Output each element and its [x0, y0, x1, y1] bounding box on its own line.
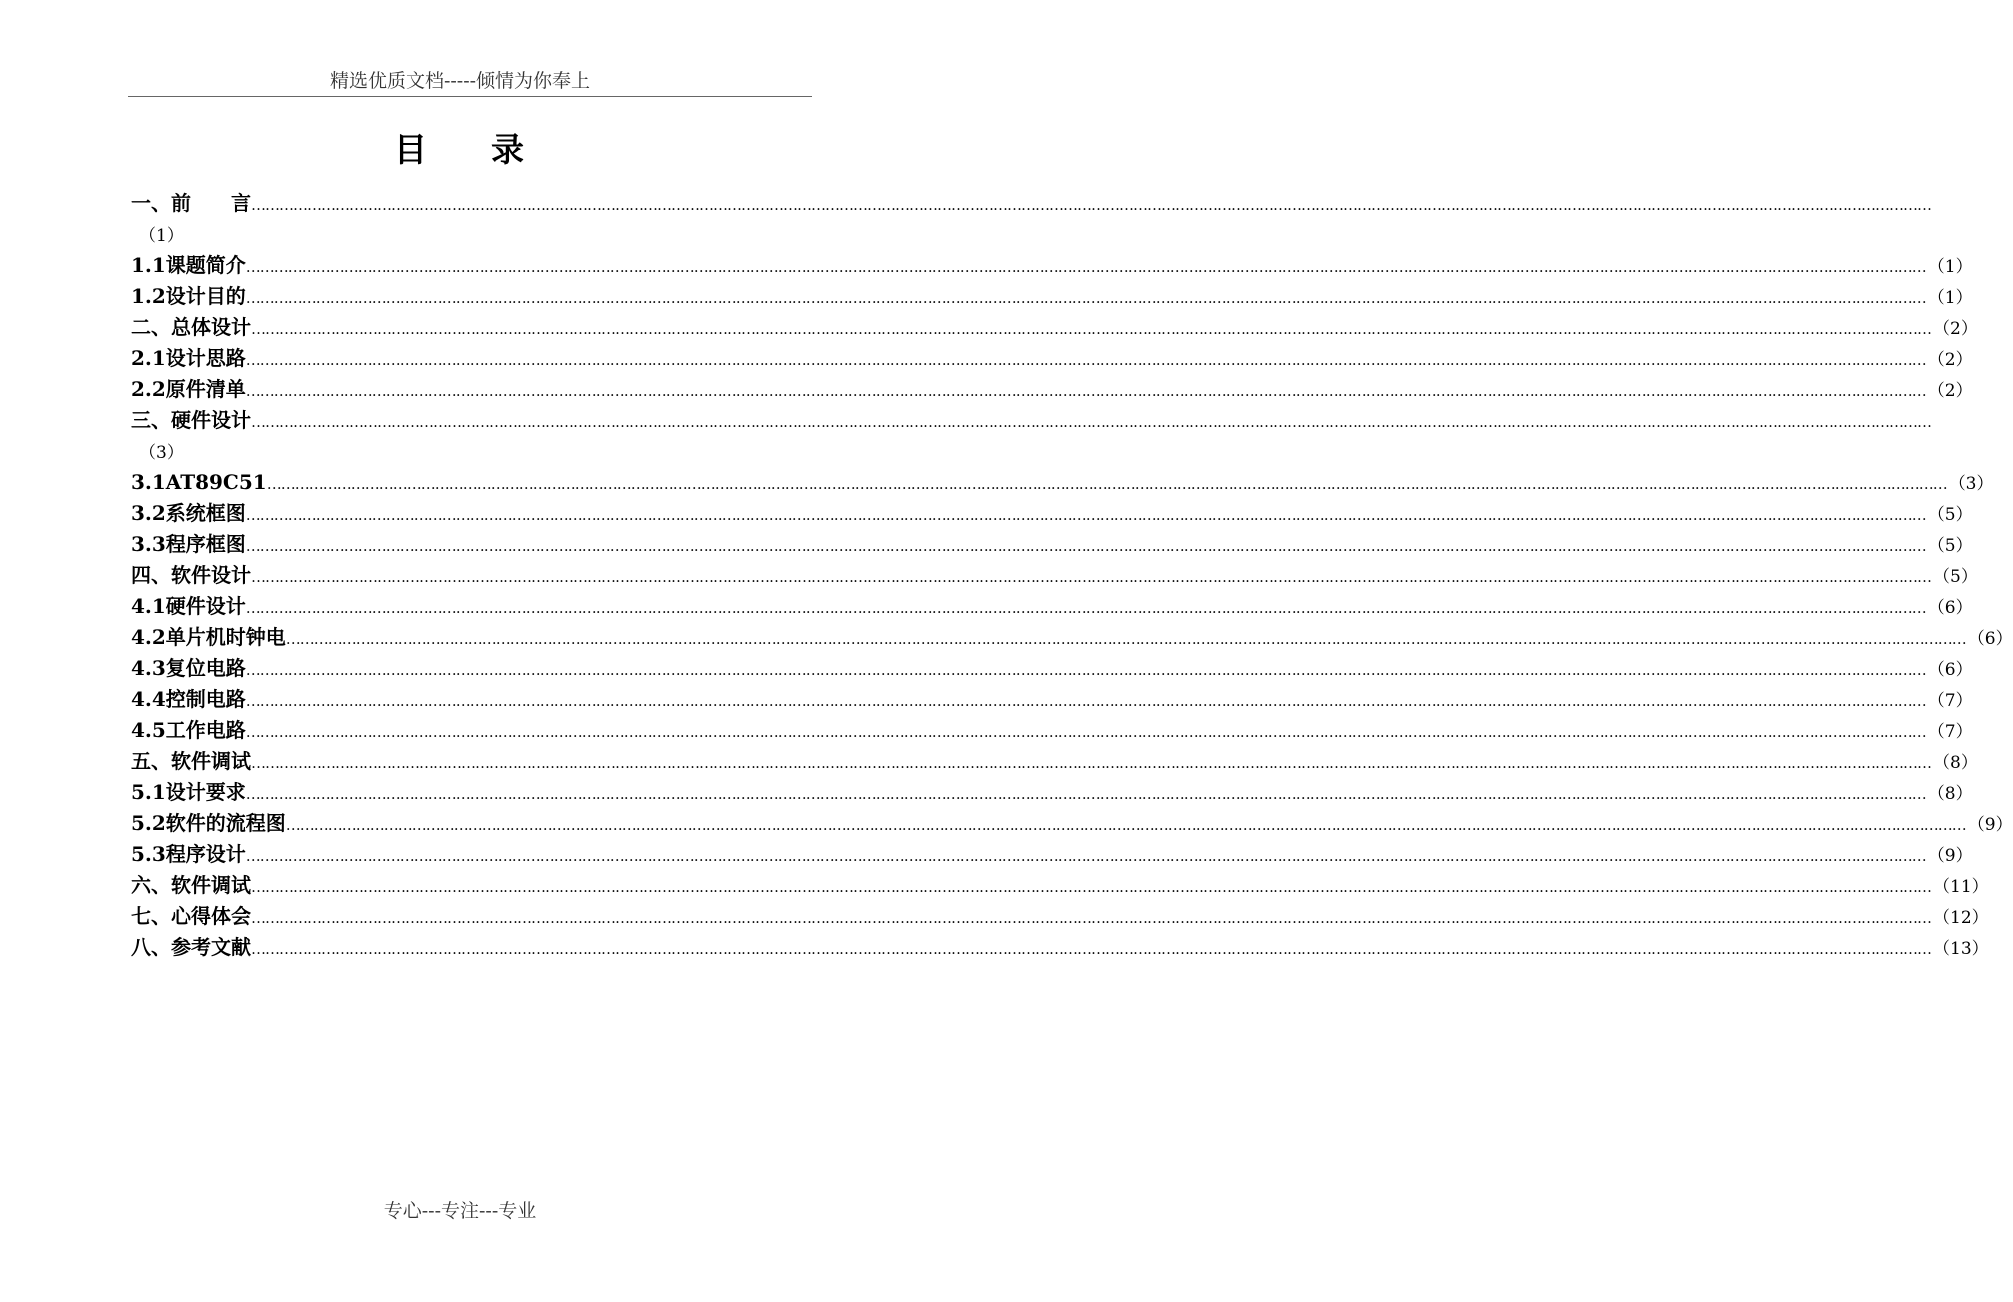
toc-row — [131, 467, 1994, 500]
toc-leader-dots: ……………………………………………………………………………………………………………………………………………………………………………………………………………………………………………………………………………………………………………………………… — [245, 382, 1926, 400]
toc-entry-label: 4.5工作电路 — [131, 718, 246, 742]
toc-leader-dots: ……………………………………………………………………………………………………………………………………………………………………………………………………………………………………………………………………………………………………………………………… — [245, 537, 1926, 555]
toc-leader-dots: ……………………………………………………………………………………………………………………………………………………………………………………………………………………………………………………………………………………………………………………………… — [245, 847, 1926, 865]
toc-leader-dots: ……………………………………………………………………………………………………………………………………………………………………………………………………………………………………………………………………………………………………………………………… — [245, 506, 1926, 524]
toc-row — [131, 529, 1973, 562]
toc-entry — [131, 653, 1973, 684]
toc-entry-label: 三、硬件设计 — [131, 408, 251, 432]
toc-entry-page: （11） — [1933, 877, 1989, 897]
toc-entry-page: （6） — [1927, 660, 1973, 680]
toc-row — [131, 405, 1931, 438]
toc-row — [131, 343, 1973, 376]
toc-entry — [131, 374, 1973, 405]
toc-entry — [131, 715, 1973, 746]
toc-row — [131, 312, 1978, 345]
toc-entry — [131, 591, 1973, 622]
toc-row — [131, 653, 1973, 686]
toc-entry-page: （7） — [1927, 691, 1973, 711]
toc-entry-page: （7） — [1927, 722, 1973, 742]
toc-entry-page: （5） — [1933, 567, 1978, 587]
toc-leader-dots: ……………………………………………………………………………………………………………………………………………………………………………………………………………………………………………………………………………………………………………………………… — [245, 661, 1926, 679]
toc-leader-dots: ……………………………………………………………………………………………………………………………………………………………………………………………………………………………………………………………………………………………………………………………… — [245, 599, 1926, 617]
toc-leader-dots: ……………………………………………………………………………………………………………………………………………………………………………………………………………………………………………………………………………………………………………………………… — [245, 289, 1926, 307]
toc-row — [131, 932, 1989, 965]
toc-entry-label: 5.3程序设计 — [131, 842, 246, 866]
toc-leader-dots: ……………………………………………………………………………………………………………………………………………………………………………………………………………………………………………………………………………………………………………………………… — [245, 723, 1926, 741]
toc-entry — [131, 312, 1978, 343]
toc-row — [131, 684, 1973, 717]
toc-entry-label: 3.2系统框图 — [131, 501, 246, 525]
toc-entry — [131, 405, 1931, 436]
toc-entry-label: 3.1AT89C51 — [131, 470, 267, 494]
toc-leader-dots: ……………………………………………………………………………………………………………………………………………………………………………………………………………………………………………………………………………………………………………………………… — [251, 909, 1931, 927]
toc-entry-label: 二、总体设计 — [131, 315, 251, 339]
toc-leader-dots: ……………………………………………………………………………………………………………………………………………………………………………………………………………………………………………………………………………………………………………………………… — [266, 475, 1947, 493]
toc-entry — [131, 808, 2013, 839]
toc-leader-dots: ……………………………………………………………………………………………………………………………………………………………………………………………………………………………………………………………………………………………………………………………… — [251, 754, 1931, 772]
toc-entry-label: 5.1设计要求 — [131, 780, 246, 804]
toc-entry — [131, 870, 1989, 901]
toc-entry-page: （9） — [1927, 846, 1973, 866]
toc-entry — [131, 901, 1989, 932]
toc-leader-dots: ……………………………………………………………………………………………………………………………………………………………………………………………………………………………………………………………………………………………………………………………… — [285, 816, 1966, 834]
toc-entry-label: 八、参考文献 — [131, 935, 251, 959]
toc-entry — [131, 467, 1994, 498]
toc-entry-label: 2.2原件清单 — [131, 377, 246, 401]
toc-entry — [131, 498, 1973, 529]
toc-entry-label: 1.1课题简介 — [131, 253, 246, 277]
toc-entry-label: 一、前 言 — [131, 191, 251, 215]
toc-entry-label: 六、软件调试 — [131, 873, 251, 897]
toc-row — [131, 870, 1989, 903]
toc-entry-page: （8） — [1933, 753, 1978, 773]
toc-entry-label: 2.1设计思路 — [131, 346, 246, 370]
toc-leader-dots: ……………………………………………………………………………………………………………………………………………………………………………………………………………………………………………………………………………………………………………………………… — [285, 630, 1966, 648]
toc-row — [131, 901, 1989, 934]
toc-entry-page-line — [131, 219, 821, 250]
toc-entry-page: （12） — [1933, 908, 1989, 928]
toc-entry-page: （2） — [1933, 319, 1978, 339]
toc-row — [131, 250, 1973, 283]
toc-row — [131, 839, 1973, 872]
toc-entry — [131, 343, 1973, 374]
toc-entry-page: （9） — [1967, 815, 2013, 835]
toc-leader-dots: ……………………………………………………………………………………………………………………………………………………………………………………………………………………………………………………………………………………………………………………………… — [245, 351, 1926, 369]
toc-leader-dots: ……………………………………………………………………………………………………………………………………………………………………………………………………………………………………………………………………………………………………………………………… — [251, 196, 1931, 214]
toc-title — [0, 124, 920, 171]
toc-leader-dots: ……………………………………………………………………………………………………………………………………………………………………………………………………………………………………………………………………………………………………………………………… — [245, 692, 1926, 710]
toc-entry-label: 七、心得体会 — [131, 904, 251, 928]
toc-row — [131, 188, 1931, 221]
toc-title-right: 录 — [491, 130, 526, 169]
toc-entry-page: （6） — [1967, 629, 2013, 649]
toc-row — [131, 777, 1973, 810]
toc-entry-page: （3） — [1948, 474, 1994, 494]
toc-entry-page: （2） — [1927, 350, 1973, 370]
toc-entry-page: （5） — [1927, 505, 1973, 525]
toc-row — [131, 281, 1973, 314]
toc-entry-page: （8） — [1927, 784, 1973, 804]
toc-leader-dots: ……………………………………………………………………………………………………………………………………………………………………………………………………………………………………………………………………………………………………………………………… — [251, 320, 1931, 338]
toc-entry — [131, 560, 1978, 591]
toc-leader-dots: ……………………………………………………………………………………………………………………………………………………………………………………………………………………………………………………………………………………………………………………………… — [251, 878, 1931, 896]
toc-entry — [131, 746, 1978, 777]
toc-leader-dots: ……………………………………………………………………………………………………………………………………………………………………………………………………………………………………………………………………………………………………………………………… — [245, 258, 1926, 276]
toc-entry-label: 4.2单片机时钟电 — [131, 625, 286, 649]
toc-entry-page: （6） — [1927, 598, 1973, 618]
toc-entry — [131, 777, 1973, 808]
toc-entry-page: （13） — [1933, 939, 1989, 959]
header-rule — [128, 96, 812, 97]
toc-row — [131, 374, 1973, 407]
toc-entry — [131, 281, 1973, 312]
toc-leader-dots: ……………………………………………………………………………………………………………………………………………………………………………………………………………………………………………………………………………………………………………………………… — [251, 940, 1931, 958]
toc-entry-label: 1.2设计目的 — [131, 284, 246, 308]
toc-entry-page: （1） — [1927, 257, 1973, 277]
toc-entry-label: 4.3复位电路 — [131, 656, 246, 680]
toc-row — [131, 715, 1973, 748]
toc-row — [131, 560, 1978, 593]
toc-entry — [131, 839, 1973, 870]
toc-row — [131, 622, 2013, 655]
toc-entry-label: 4.1硬件设计 — [131, 594, 246, 618]
toc-entry-page: （2） — [1927, 381, 1973, 401]
toc-entry-page: （3） — [139, 443, 184, 463]
toc-leader-dots: ……………………………………………………………………………………………………………………………………………………………………………………………………………………………………………………………………………………………………………………………… — [251, 413, 1931, 431]
toc-entry-label: 3.3程序框图 — [131, 532, 246, 556]
toc-row — [131, 746, 1978, 779]
toc-entry-page: （1） — [139, 226, 184, 246]
page-header: 精选优质文档-----倾情为你奉上 — [329, 70, 591, 92]
toc-entry — [131, 250, 1973, 281]
toc-entry — [131, 529, 1973, 560]
toc-entry — [131, 188, 1931, 219]
toc-entry-page: （1） — [1927, 288, 1973, 308]
page-footer: 专心---专注---专业 — [383, 1200, 537, 1222]
toc-row — [131, 808, 2013, 841]
toc-title-left: 目 — [394, 130, 429, 169]
toc-leader-dots: ……………………………………………………………………………………………………………………………………………………………………………………………………………………………………………………………………………………………………………………………… — [251, 568, 1931, 586]
toc-leader-dots: ……………………………………………………………………………………………………………………………………………………………………………………………………………………………………………………………………………………………………………………………… — [245, 785, 1926, 803]
toc-entry — [131, 684, 1973, 715]
toc-row — [131, 591, 1973, 624]
toc-entry-label: 5.2软件的流程图 — [131, 811, 286, 835]
toc-row — [131, 498, 1973, 531]
toc-entry — [131, 622, 2013, 653]
toc-entry-label: 五、软件调试 — [131, 749, 251, 773]
toc-entry-page-line — [131, 436, 821, 467]
toc-entry-label: 4.4控制电路 — [131, 687, 246, 711]
table-of-contents — [131, 188, 2013, 963]
toc-entry-page: （5） — [1927, 536, 1973, 556]
toc-entry-label: 四、软件设计 — [131, 563, 251, 587]
toc-entry — [131, 932, 1989, 963]
